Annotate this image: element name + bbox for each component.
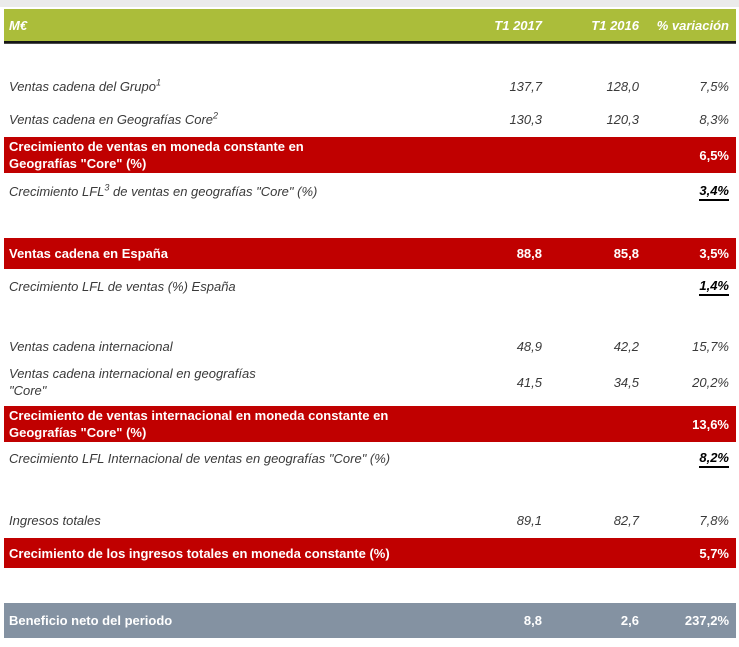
row-label	[4, 183, 442, 200]
highlight-row-beneficio-neto	[4, 603, 736, 638]
cell-variacion: 7,8%	[699, 512, 729, 528]
cell-variacion: 3,5%	[699, 246, 729, 261]
cell-variacion: 8,3%	[699, 111, 729, 127]
table-row-crecimiento-lfl-internacional	[4, 445, 736, 471]
top-edge-strip	[0, 0, 739, 7]
table-row-ventas-geografias-core	[4, 106, 736, 132]
row-label-text: Crecimiento LFL	[9, 183, 105, 199]
table-row-crecimiento-lfl-core	[4, 178, 736, 204]
header-col-t1-2017: T1 2017	[494, 17, 542, 33]
cell-variacion	[639, 182, 736, 201]
cell-t1-2016: 85,8	[613, 246, 639, 261]
row-label: Beneficio neto del periodo	[9, 613, 173, 628]
highlight-row-crecimiento-internacional	[4, 406, 736, 442]
table-header-row	[4, 9, 736, 41]
underlined-value: 3,4%	[699, 182, 729, 201]
header-underline	[4, 41, 736, 44]
row-label: Ventas cadena internacional	[9, 338, 173, 354]
header-unit-label: M€	[9, 17, 28, 33]
cell-t1-2017: 88,8	[516, 246, 542, 261]
cell-variacion: 5,7%	[699, 545, 729, 561]
cell-variacion: 13,6%	[692, 416, 729, 432]
row-label-line1: Ventas cadena internacional en geografías	[9, 366, 256, 381]
underlined-value: 1,4%	[699, 277, 729, 296]
row-label: Ventas cadena en España	[9, 246, 168, 261]
highlight-row-ventas-espana	[4, 238, 736, 269]
row-label	[4, 407, 639, 441]
cell-t1-2017: 137,7	[509, 78, 542, 94]
underlined-value: 8,2%	[699, 449, 729, 468]
table-row-ingresos-totales	[4, 507, 736, 533]
row-label-line2: Geografías "Core" (%)	[9, 156, 147, 171]
row-label: Crecimiento LFL de ventas (%) España	[9, 278, 236, 294]
cell-t1-2016: 42,2	[613, 338, 639, 354]
row-label: Ingresos totales	[9, 512, 101, 528]
cell-t1-2017: 89,1	[516, 512, 542, 528]
cell-t1-2017: 130,3	[509, 111, 542, 127]
cell-variacion: 20,2%	[692, 374, 729, 390]
highlight-row-crecimiento-constante	[4, 137, 736, 173]
footnote-superscript: 2	[213, 110, 219, 121]
row-label	[4, 111, 442, 128]
table-row-crecimiento-lfl-espana	[4, 273, 736, 299]
cell-t1-2016: 120,3	[606, 111, 639, 127]
cell-variacion	[639, 277, 736, 296]
row-label: Crecimiento de los ingresos totales en moneda constante (%)	[9, 545, 390, 561]
header-col-variacion: % variación	[656, 17, 729, 33]
cell-t1-2017: 8,8	[523, 613, 542, 628]
table-row-ventas-grupo	[4, 73, 736, 99]
row-label-text-after: de ventas en geografías "Core" (%)	[109, 183, 318, 199]
cell-t1-2017: 48,9	[516, 338, 542, 354]
row-label-text: Ventas cadena del Grupo	[9, 78, 156, 94]
cell-t1-2016: 34,5	[613, 374, 639, 390]
row-label-text: Ventas cadena en Geografías Core	[9, 111, 214, 127]
cell-variacion: 6,5%	[699, 147, 729, 163]
row-label	[4, 78, 442, 95]
row-label-line1: Crecimiento de ventas internacional en moneda constante en	[9, 408, 389, 423]
cell-variacion: 237,2%	[684, 613, 729, 628]
cell-variacion: 7,5%	[699, 78, 729, 94]
cell-variacion: 15,7%	[692, 338, 729, 354]
row-label-line1: Crecimiento de ventas en moneda constante en	[9, 139, 304, 154]
row-label: Crecimiento LFL Internacional de ventas en geografías "Core" (%)	[9, 450, 391, 466]
row-label-line2: "Core"	[9, 383, 47, 398]
highlight-row-crecimiento-ingresos	[4, 538, 736, 568]
row-label	[4, 138, 639, 172]
footnote-superscript: 3	[104, 182, 110, 193]
cell-t1-2016: 128,0	[606, 78, 639, 94]
table-row-ventas-internacional-core	[4, 362, 736, 402]
cell-t1-2017: 41,5	[516, 374, 542, 390]
row-label-line2: Geografías "Core" (%)	[9, 425, 147, 440]
header-col-t1-2016: T1 2016	[591, 17, 639, 33]
row-label	[4, 365, 442, 399]
cell-t1-2016: 82,7	[613, 512, 639, 528]
cell-variacion	[639, 449, 736, 468]
cell-t1-2016: 2,6	[620, 613, 639, 628]
footnote-superscript: 1	[155, 77, 161, 88]
table-row-ventas-internacional	[4, 333, 736, 359]
